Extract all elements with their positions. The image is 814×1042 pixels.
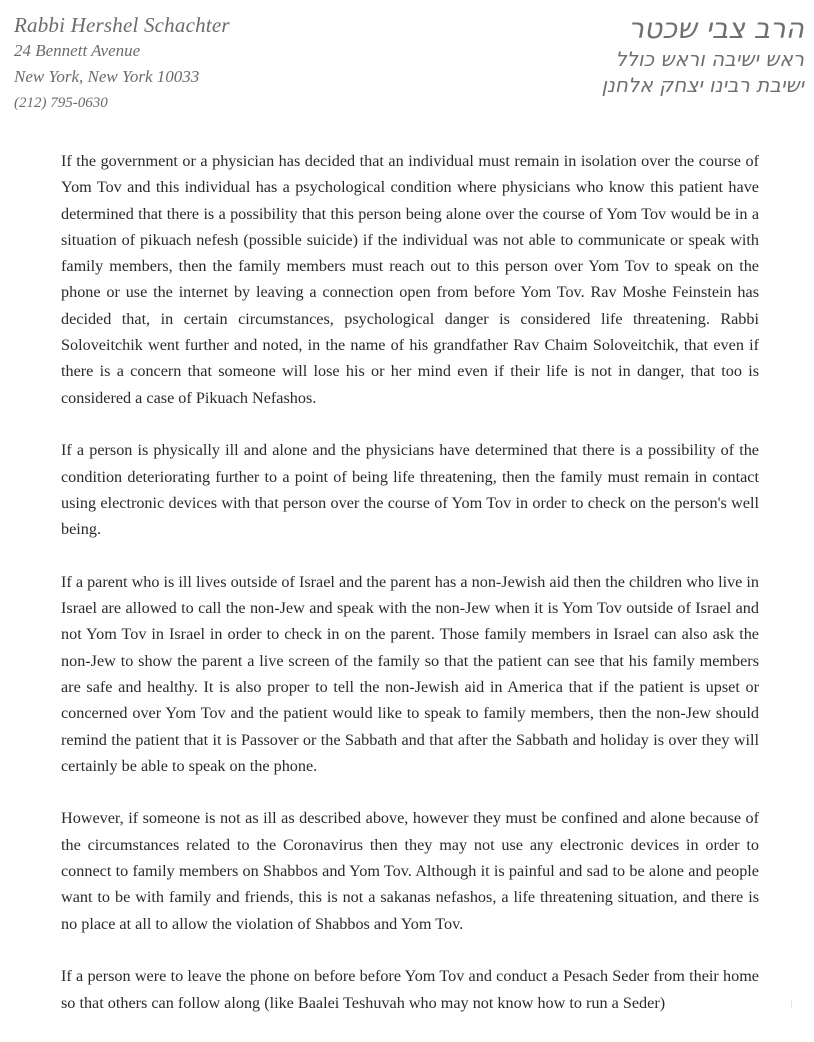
letterhead-phone: (212) 795-0630: [14, 95, 108, 111]
letterhead-hebrew-name: הרב צבי שכטר: [628, 12, 804, 45]
letterhead-name: Rabbi Hershel Schachter: [14, 13, 230, 37]
scrollbar-indicator: [791, 1000, 792, 1008]
paragraph-parent-outside-israel: If a parent who is ill lives outside of Israel and the parent has a non-Jewish aid then the children who live in Israel are allowed to call the non-Jew and speak with the non-Jew when it is Yom Tov outside of Israel and not Yom Tov in Israel in order to check in on the parent. Those family members in Israel can also ask the non-Jew to show the parent a live screen of the family so that the patient can see that his family members are safe and healthy. It is also proper to tell the non-Jewish aid in America that if the patient is upset or concerned over Yom Tov and the patient would like to speak to family members, then the non-Jew should remind the patient that it is Passover or the Sabbath and that after the Sabbath and holiday is over they will certainly be able to speak on the phone.: [61, 572, 759, 775]
letter-body: [61, 148, 759, 1042]
paragraph-pesach-seder: If a person were to leave the phone on before before Yom Tov and conduct a Pesach Seder from their home so that others can follow along (like Baalei Teshuvah who may not know how to run a Seder): [61, 967, 759, 1012]
paragraph-not-as-ill: However, if someone is not as ill as described above, however they must be confined and alone because of the circumstances related to the Coronavirus then they may not use any electronic devices in order to connect to family members on Shabbos and Yom Tov. Although it is painful and sad to be alone and people want to be with family and friends, this is not a sakanas nefashos, a life threatening situation, and there is no place at all to allow the violation of Shabbos and Yom Tov.: [61, 809, 759, 933]
letterhead-hebrew-institution: ישיבת רבינו יצחק אלחנן: [601, 73, 804, 97]
letterhead-city: New York, New York 10033: [14, 67, 200, 86]
letterhead-hebrew: [601, 12, 804, 98]
paragraph-psychological-danger: If the government or a physician has decided that an individual must remain in isolation over the course of Yom Tov and this individual has a psychological condition where physicians who know this patient have determined that there is a possibility that this person being alone over the course of Yom Tov would be in a situation of pikuach nefesh (possible suicide) if the individual was not able to communicate or speak with family members, then the family members must reach out to this person over Yom Tov to speak on the phone or use the internet by leaving a connection open from before Yom Tov. Rav Moshe Feinstein has decided that, in certain circumstances, psychological danger is considered life threatening. Rabbi Soloveitchik went further and noted, in the name of his grandfather Rav Chaim Soloveitchik, that even if there is a concern that someone will lose his or her mind even if their life is not in danger, that too is considered a case of Pikuach Nefashos.: [61, 152, 759, 407]
letterhead-hebrew-title: ראש ישיבה וראש כולל: [615, 47, 804, 71]
letterhead-street: 24 Bennett Avenue: [14, 41, 141, 60]
paragraph-physically-ill: If a person is physically ill and alone and the physicians have determined that there is a possibility of the condition deteriorating further to a point of being life threatening, then the family must remain in contact using electronic devices with that person over the course of Yom Tov in order to check on the person's well being.: [61, 441, 759, 539]
letterhead-english: [14, 12, 230, 116]
